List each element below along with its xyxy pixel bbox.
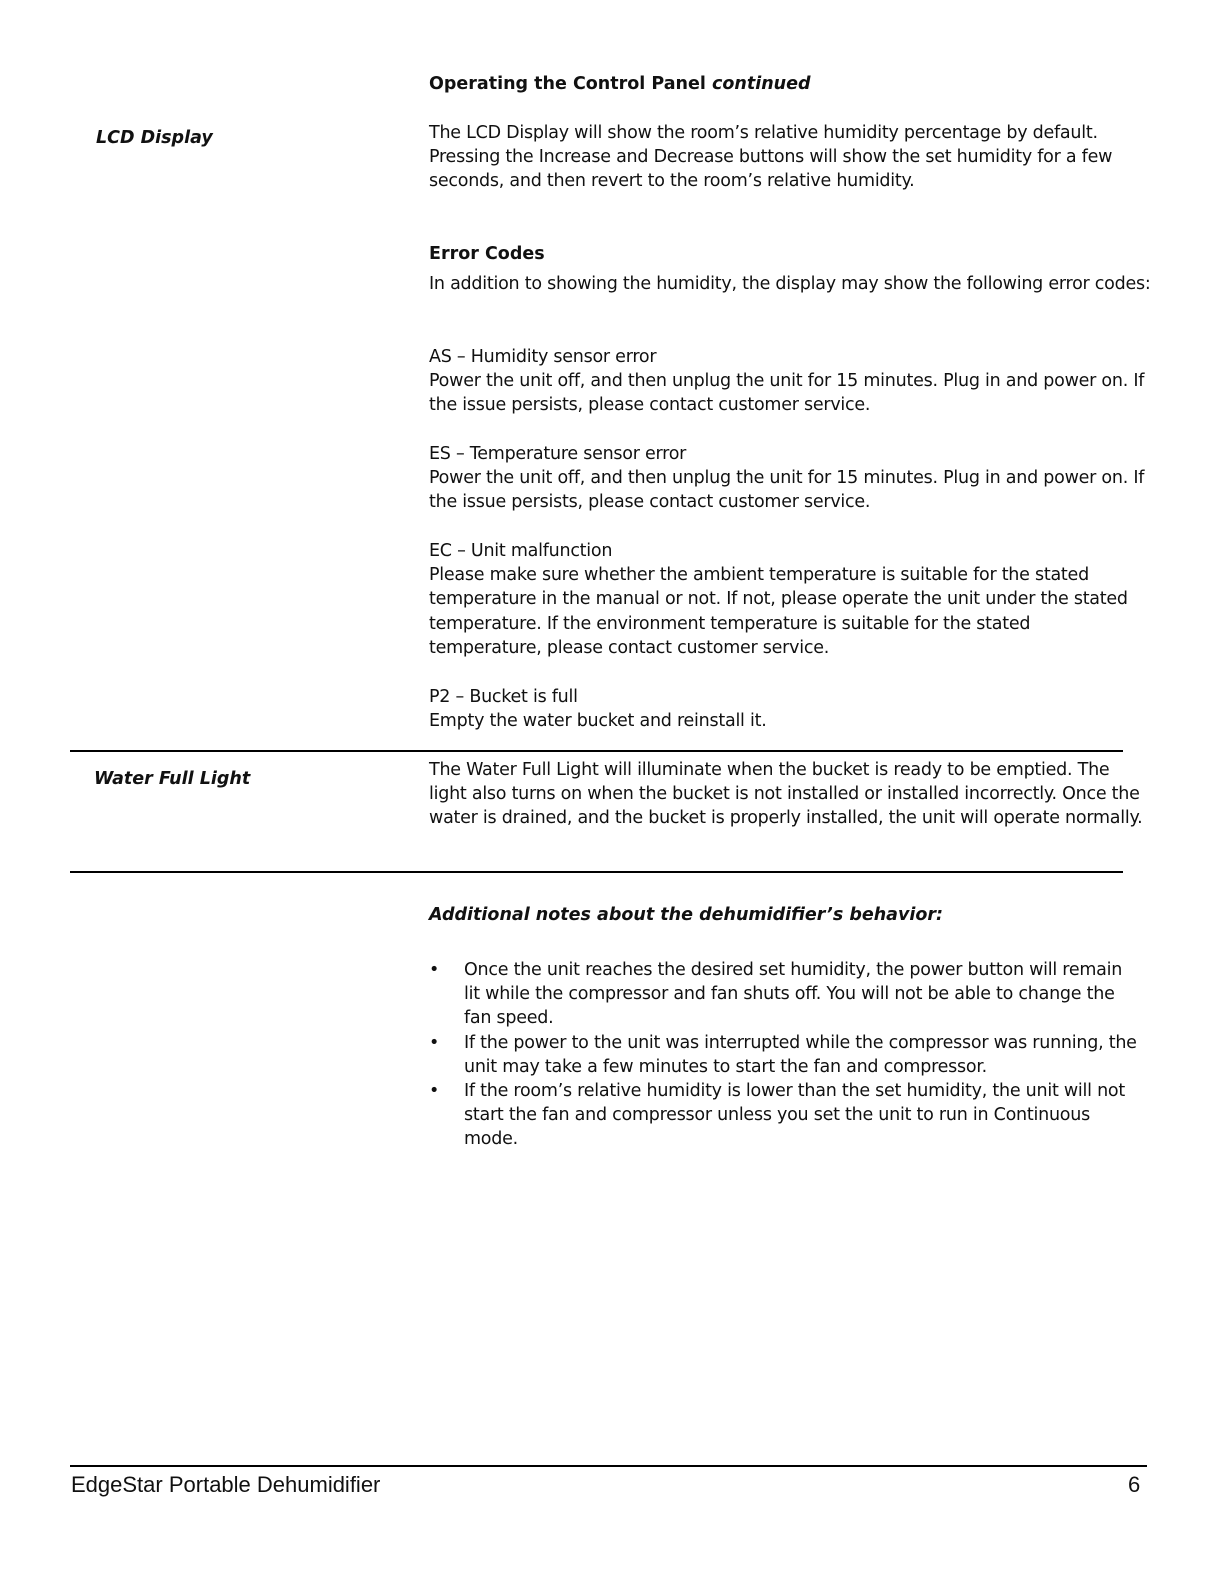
error-code-title: ES – Temperature sensor error [429,444,687,464]
error-code-title: AS – Humidity sensor error [429,347,657,367]
error-codes-heading: Error Codes [429,244,545,264]
page-number: 6 [1128,1472,1141,1497]
bullet-icon: • [429,1032,440,1053]
error-code-text: Power the unit off, and then unplug the unit for 15 minutes. Plug in and power on. If the issue persists, please contact customer service. [429,468,1145,513]
error-code-text: Please make sure whether the ambient temperature is suitable for the stated temperature in the manual or not. If not, please operate the unit under the stated temperature. If the environment temperature is suitable for the stated temperature, please contact customer service. [429,565,1128,658]
lcd-display-section [429,121,1154,194]
water-full-light-description: The Water Full Light will illuminate when the bucket is ready to be emptied. The light also turns on when the bucket is not installed or installed incorrectly. Once the water is drained, and the bucket is properly installed, the unit will operate normally. [429,760,1143,829]
list-item [429,958,1141,1031]
water-full-light-section [429,758,1151,831]
additional-notes-heading: Additional notes about the dehumidifier’s behavior: [429,905,944,925]
error-code-text: Power the unit off, and then unplug the unit for 15 minutes. Plug in and power on. If the issue persists, please contact customer service. [429,371,1145,416]
error-code-title: EC – Unit malfunction [429,541,613,561]
water-full-light-label: Water Full Light [94,769,251,789]
lcd-display-description: The LCD Display will show the room’s relative humidity percentage by default. Pressing the Increase and Decrease buttons will show the set humidity for a few seconds, and then revert to the room’s relative humidity. [429,123,1113,192]
bullet-icon: • [429,960,440,980]
additional-notes-list [429,958,1141,1152]
section-divider [70,750,1123,752]
list-item-text: If the power to the unit was interrupted while the compressor was running, the unit may take a few minutes to start the fan and compressor. [464,1032,1137,1077]
section-title [429,72,811,96]
error-code-text: Empty the water bucket and reinstall it. [429,711,767,732]
footer-divider [70,1465,1147,1467]
section-title-main: Operating the Control Panel [429,74,706,94]
footer-title: EdgeStar Portable Dehumidifier [71,1472,381,1497]
error-code-title: P2 – Bucket is full [429,687,578,707]
list-item-text: If the room’s relative humidity is lower than the set humidity, the unit will not start the fan and compressor unless you set the unit to run in Continuous mode. [464,1081,1125,1150]
list-item [429,1031,1141,1079]
error-codes-intro-text: In addition to showing the humidity, the display may show the following error codes: [429,274,1151,294]
error-code-as [429,345,1154,418]
section-divider [70,871,1123,873]
lcd-display-label: LCD Display [96,128,213,148]
error-codes-intro [429,272,1154,296]
list-item [429,1079,1141,1152]
error-code-es [429,442,1154,515]
bullet-icon: • [429,1081,440,1102]
list-item-text: Once the unit reaches the desired set humidity, the power button will remain lit while the compressor and fan shuts off. You will not be able to change the fan speed. [464,960,1123,1029]
section-title-suffix: continued [711,74,811,94]
error-code-ec [429,539,1141,660]
error-code-p2 [429,685,1154,733]
